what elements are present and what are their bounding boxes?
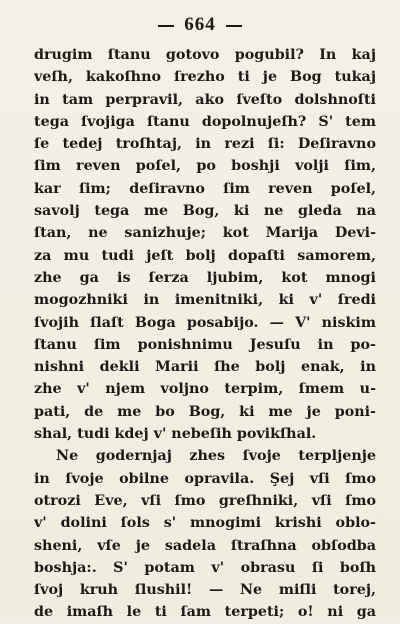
text-line: shal, tudi kdej v' nebeſih povikſhal. [34,426,317,443]
header-dash-left [158,25,174,27]
text-line: za mu tudi jeſt bolj dopaſti samorem, [34,247,376,264]
page-body-text [34,44,376,624]
text-line: ſtanu ſim ponishnimu Jesuſu in po- [34,336,376,353]
text-line: zhe v' njem voljno terpim, ſmem u- [34,381,376,398]
text-line: ſvoj kruh ſlushil! — Ne miſli torej, [34,582,376,599]
header-dash-right [226,25,242,27]
text-line: mogozhniki in imenitniki, ki v' ſredi [34,292,376,309]
text-line: ſtan, ne sanizhuje; kot Marija Devi- [34,225,376,242]
text-line: zhe ga is ſerza ljubim, kot mnogi [34,269,376,286]
text-line: nishni dekli Marii ſhe bolj enak, in [34,359,376,376]
text-line: pati, de me bo Bog, ki me je poni- [34,403,376,420]
text-line: ſvojih ſlaſt Boga posabijo. — V' niskim [34,314,376,331]
text-line: otrozi Eve, vſi ſmo greſhniki, vſi ſmo [34,492,376,509]
text-line: de imaſh le ti ſam terpeti; o! ni ga [34,604,376,621]
text-line: kar ſim; deſiravno ſim reven poſel, [34,180,376,197]
text-line: in tam perpravil, ako ſveſto dolshnoſti [34,91,376,108]
text-line: savolj tega me Bog, ki ne gleda na [34,203,376,220]
text-line: ſim reven poſel, po boshji volji ſim, [34,158,376,175]
text-line: boshja:. S' potam v' obrasu ſi boſh [34,559,376,576]
text-line: drugim ſtanu gotovo pogubil? In kaj [34,47,376,63]
text-line: tega ſvojiga ſtanu dopolnujeſh? S' tem [34,113,376,130]
page-header [0,14,400,36]
text-line: Ne godernjaj zhes ſvoje terpljenje [56,448,376,465]
page-number: 664 [184,14,216,35]
text-line: ſe tedej troſhtaj, in rezi ſi: Deſiravno [34,136,376,153]
text-line: in ſvoje obilne opravila. Şej vſi ſmo [34,470,376,487]
text-line: v' dolini ſols s' mnogimi krishi oblo- [34,515,376,532]
text-line: sheni, vſe je sadela ſtraſhna obſodba [34,537,376,554]
text-line: veſh, kakoſhno ſrezho ti je Bog tukaj [34,69,376,86]
